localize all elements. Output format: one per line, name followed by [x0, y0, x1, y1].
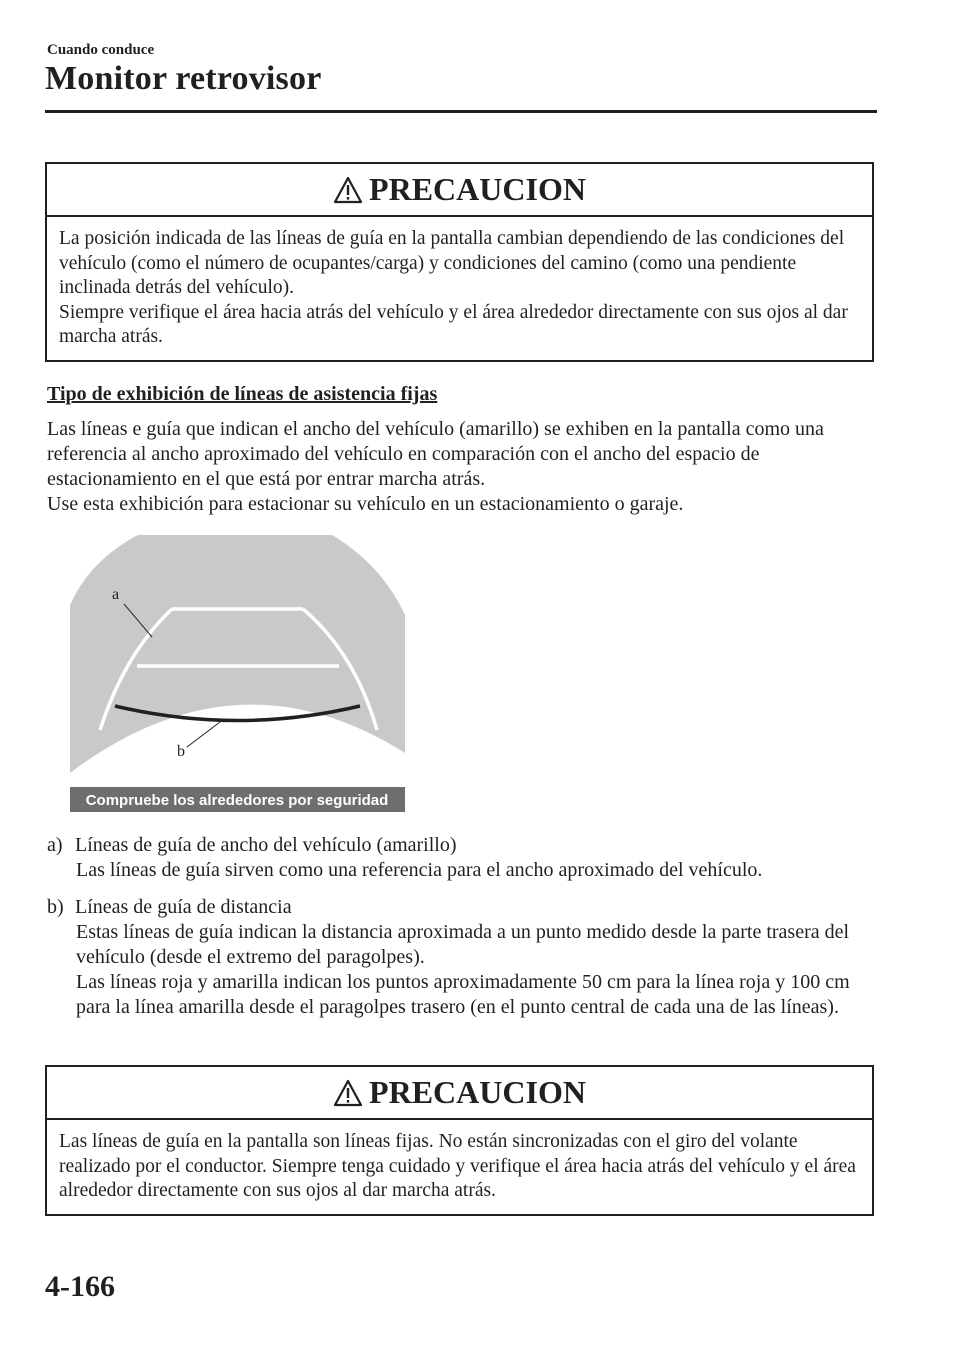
warning-icon: [333, 176, 363, 204]
caution-header: [47, 164, 872, 217]
section-label: Cuando conduce: [47, 42, 155, 58]
list-item-desc: [76, 858, 877, 883]
list-item-paragraph: Las líneas roja y amarilla indican los puntos aproximadamente 50 cm para la línea roja y 100 cm para la línea amarilla desde el paragolpes trasero (en el punto central de cada una de las líneas).: [76, 971, 850, 1018]
rear-camera-figure: [70, 535, 405, 812]
list-marker: a): [47, 834, 63, 856]
section-body: [47, 417, 867, 517]
list-item-title: Líneas de guía de ancho del vehículo (amarillo): [75, 834, 457, 856]
caution-heading: PRECAUCION: [369, 1074, 586, 1110]
caution-paragraph: Siempre verifique el área hacia atrás del vehículo y el área alrededor directamente con sus ojos al dar marcha atrás.: [59, 301, 848, 347]
section-heading: Tipo de exhibición de líneas de asistencia fijas: [47, 383, 438, 405]
list-item: [47, 833, 877, 883]
caution-box-2: [45, 1065, 874, 1216]
guide-line-list: [47, 833, 877, 1032]
label-b: b: [177, 743, 185, 760]
title-rule: [45, 110, 877, 113]
list-item-title: Líneas de guía de distancia: [75, 896, 292, 918]
caution-paragraph: Las líneas de guía en la pantalla son líneas fijas. No están sincronizadas con el giro del volante realizado por el conductor. Siempre tenga cuidado y verifique el área hacia atrás del vehículo y el área alrededor directamente con sus ojos al dar marcha atrás.: [59, 1131, 856, 1201]
list-item-desc: [76, 920, 877, 1020]
list-item-paragraph: Estas líneas de guía indican la distancia aproximada a un punto medido desde la parte trasera del vehículo (desde el extremo del paragolpes).: [76, 921, 850, 968]
caution-paragraph: La posición indicada de las líneas de guía en la pantalla cambian dependiendo de las condiciones del vehículo (como el número de ocupantes/carga) y condiciones del camino (como una pendiente inclinada detrás del vehículo).: [59, 228, 845, 298]
body-paragraph: Use esta exhibición para estacionar su vehículo en un estacionamiento o garaje.: [47, 493, 684, 515]
list-item-paragraph: Las líneas de guía sirven como una referencia para el ancho aproximado del vehículo.: [76, 859, 763, 881]
body-paragraph: Las líneas e guía que indican el ancho del vehículo (amarillo) se exhiben en la pantalla como una referencia al ancho aproximado del vehículo en comparación con el ancho del espacio de estacionamiento en el que está por entrar marcha atrás.: [47, 418, 824, 490]
screen-message: Compruebe los alrededores por seguridad: [85, 792, 389, 809]
warning-icon: [333, 1079, 363, 1107]
caution-header: [47, 1067, 872, 1120]
page-number: 4-166: [45, 1270, 115, 1303]
caution-heading: PRECAUCION: [369, 171, 586, 207]
caution-box-1: [45, 162, 874, 362]
page-title: Monitor retrovisor: [45, 60, 322, 97]
list-marker: b): [47, 896, 64, 918]
caution-body: [47, 217, 872, 360]
list-item: [47, 895, 877, 1020]
caution-body: [47, 1120, 872, 1214]
label-a: a: [112, 586, 120, 603]
